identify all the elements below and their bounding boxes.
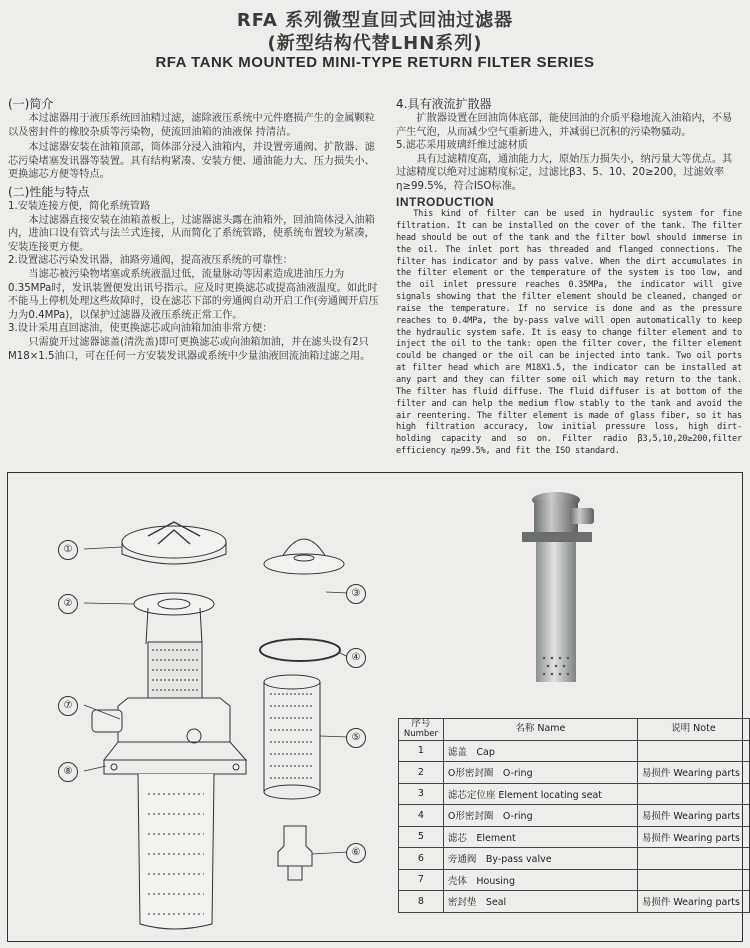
row-name: O形密封圈 O-ring [443,805,637,827]
callout-3: ③ [346,584,366,604]
cap-drawing [122,522,226,564]
row-name: 壳体 Housing [443,869,637,891]
title-en: RFA TANK MOUNTED MINI-TYPE RETURN FILTER SERIES [155,54,595,71]
part-3-drawing [264,539,344,574]
row-name: 滤盖 Cap [443,740,637,762]
row-name: 旁通阀 By-pass valve [443,848,637,870]
header-number-cn: 序号 [411,718,431,730]
row-number: 1 [399,740,444,762]
table-row [399,848,750,870]
row-number: 7 [399,869,444,891]
row-note: 易损件 Wearing parts [637,891,749,913]
row-number: 4 [399,805,444,827]
header-number-en: Number [403,729,438,740]
parts-table [398,718,750,913]
callout-8: ⑧ [58,762,78,782]
table-row [399,869,750,891]
row-note [637,740,749,762]
row-name: O形密封圈 O-ring [443,762,637,784]
feature-1-title: 1.安装连接方便，简化系统管路 [8,200,151,212]
feature-3-title: 3.设计采用直回滤油，使更换滤芯或向油箱加油非常方便： [8,323,273,335]
table-header-row [399,719,750,741]
row-number: 5 [399,826,444,848]
product-photo [500,486,612,686]
row-name: 密封垫 Seal [443,891,637,913]
intro-paragraph-2: 本过滤器安装在油箱顶部，筒体部分浸入油箱内，并设置旁通阀、扩散器、滤芯污染堵塞发讯器等装置。具有结构紧凑、安装方便、通油能力大、压力损失小、更换滤芯方便等特点。 [8,142,375,181]
feature-5-text: 具有过滤精度高，通油能力大，原始压力损失小，纳污量大等优点。其过滤精度以绝对过滤精度标定，过滤比β3、5、10、20≥200，过滤效率η≥99.5%，符合ISO标准。 [396,153,733,192]
right-column [396,96,742,458]
header-name: 名称 Name [443,719,637,741]
o-ring-drawing [260,639,340,661]
left-column [8,96,380,363]
housing-drawing [92,698,246,774]
row-number: 8 [399,891,444,913]
element-drawing [264,675,320,799]
callout-5: ⑤ [346,728,366,748]
feature-5-title: 5.滤芯采用玻璃纤维过滤材质 [396,140,528,152]
title-cn: RFA 系列微型直回式回油过滤器 [236,10,514,31]
feature-4-title: 4.具有液流扩散器 [396,97,492,111]
callout-1: ① [58,540,78,560]
introduction-text: This kind of filter can be used in hydraulic system for fine filtration. It can be installed on the cover of the tank. The filter head should be out of the tank and the filter bowl should immerse in the oil. The inlet port has threaded and flanged connections. The filter has indicator and by pass valve. When the dirt accumulates in the filter element or the temperature of the system is too low, and the oil inlet pressure reaches 0.35MPa, the indicator will give signals showing that the filter element should be cleaned, changed or raise the temperature. If no service is done and as the pressure reaches to 0.4MPa, the by-pass valve will open automatically to keep the hydraulic system safe. It is easy to change filter element and to inject the oil to the tank: open the filter cover, the filter element could be changed or the oil can be injected into tank. Two oil ports at filter head which are M18X1.5, the indicator can be installed at any part and they can filter some oil which may return to the tank. The filter has fluid diffuse. The fluid diffuser is at bottom of the filter and can help the medium flow stably to the tank and avoid the air reentering. The filter element is made of glass fiber, so it has high filtration accuracy, low initial pressure loss, high dirt-holding capacity and so on. Filter radio β3,5,10,20≥200,filter efficiency η≥99.5%, and fit the ISO standard. [396,209,742,457]
table-row [399,783,750,805]
row-note [637,783,749,805]
row-number: 2 [399,762,444,784]
row-note: 易损件 Wearing parts [637,826,749,848]
bowl-drawing [138,774,214,929]
row-name: 滤芯 Element [443,826,637,848]
introduction-heading: INTRODUCTION [396,194,494,209]
callout-4: ④ [346,648,366,668]
intro-paragraph-1: 本过滤器用于液压系统回油精过滤，滤除液压系统中元件磨损产生的金属颗粒以及密封件的橡胶杂质等污染物，使流回油箱的油液保 持清洁。 [8,113,375,138]
row-note: 易损件 Wearing parts [637,762,749,784]
table-row [399,805,750,827]
feature-2-title: 2.设置滤芯污染发讯器，油路旁通阀，提高液压系统的可靠性： [8,255,293,267]
callout-2: ② [58,594,78,614]
table-row [399,826,750,848]
row-note: 易损件 Wearing parts [637,805,749,827]
section-features-heading: (二)性能与特点 [8,184,90,199]
row-number: 6 [399,848,444,870]
feature-3-text: 只需旋开过滤器滤盖(清洗盖)即可更换滤芯或向油箱加油，并在滤头设有2只M18×1.5油口，可在任何一方安装发讯器或系统中少量油液回流油箱过滤之用。 [8,336,371,362]
row-note [637,848,749,870]
callout-7: ⑦ [58,696,78,716]
subtitle-cn: (新型结构代替LHN系列) [267,33,483,54]
callout-6: ⑥ [346,843,366,863]
element-locating-drawing [134,593,214,644]
header-number [399,719,444,741]
feature-2-text: 当滤芯被污染物堵塞或系统液温过低，流量脉动等因素造成进油压力为0.35MPa时，发讯装置便发出讯号指示。应及时更换滤芯或提高油液温度。如此时不能马上停机处理这些故障时，设在滤芯下部的旁通阀自动开启工作(旁通阀开启压力为0.4MPa)，以保护过滤器及液压系统正常工作。 [8,268,379,321]
introduction-text-block [396,209,742,458]
row-number: 3 [399,783,444,805]
table-row [399,762,750,784]
table-row [399,891,750,913]
bypass-valve-drawing [278,826,312,880]
feature-4-text: 扩散器设置在回油筒体底部，能使回油的介质平稳地流入油箱内，不易产生气泡，从而减少空气重新进入，并减弱已沉积的污染物骚动。 [396,113,733,138]
section-intro-heading: (一)简介 [8,97,54,111]
row-note [637,869,749,891]
feature-1-text: 本过滤器直接安装在油箱盖板上，过滤器滤头露在油箱外，回油筒体浸入油箱内，进油口设有管式与法兰式连接，从而简化了系统管路，使系统布置较为紧凑，安装连接更方便。 [8,214,375,253]
table-row [399,740,750,762]
row-name: 滤芯定位座 Element locating seat [443,783,637,805]
header-note: 说明 Note [637,719,749,741]
